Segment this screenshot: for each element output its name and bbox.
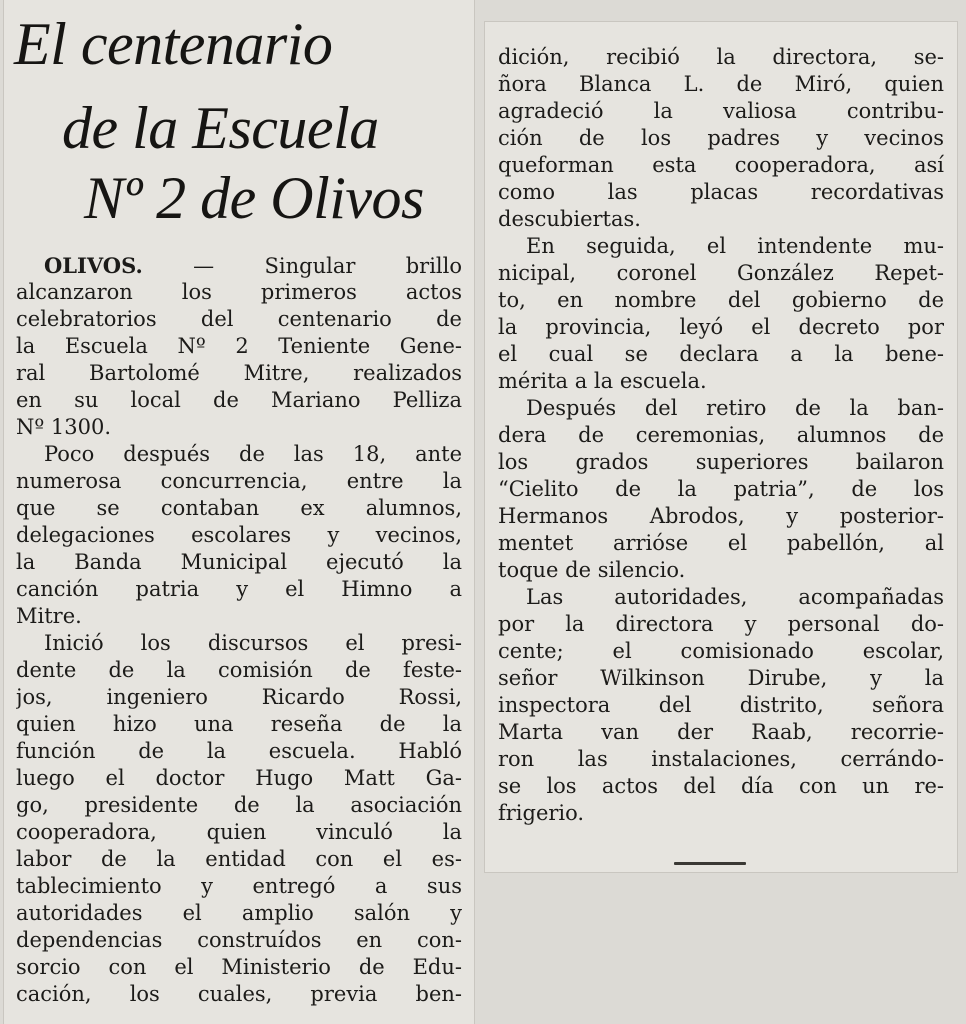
headline-line-1: El centenario [14, 11, 333, 77]
article-line: como las placas recordativas [498, 180, 944, 204]
headline-line-3: Nº 2 de Olivos [84, 165, 424, 231]
article-line: Mitre. [16, 604, 82, 628]
headline-line-2: de la Escuela [62, 95, 379, 161]
article-line: sorcio con el Ministerio de Edu- [16, 955, 462, 979]
article-line: inspectora del distrito, señora [498, 693, 944, 717]
article-line: luego el doctor Hugo Matt Ga- [16, 766, 462, 790]
article-line: Nº 1300. [16, 415, 112, 439]
article-line: OLIVOS. — Singular brillo [44, 253, 462, 278]
end-rule [674, 862, 746, 865]
article-line: queforman esta cooperadora, así [498, 153, 944, 177]
article-line: Marta van der Raab, recorrie- [498, 720, 944, 744]
article-line: Poco después de las 18, ante [44, 442, 462, 466]
article-line: Las autoridades, acompañadas [526, 585, 944, 609]
article-line: celebratorios del centenario de [16, 307, 462, 331]
article-line: mérita a la escuela. [498, 369, 707, 393]
article-line: dependencias construídos en con- [16, 928, 462, 952]
article-line: agradeció la valiosa contribu- [498, 99, 944, 123]
article-line: cooperadora, quien vinculó la [16, 820, 462, 844]
article-line: alcanzaron los primeros actos [16, 280, 462, 304]
article-line: quien hizo una reseña de la [16, 712, 462, 736]
article-line: nicipal, coronel González Repet- [498, 261, 944, 285]
article-line: to, en nombre del gobierno de [498, 288, 944, 312]
article-line: señor Wilkinson Dirube, y la [498, 666, 944, 690]
article-line: tablecimiento y entregó a sus [16, 874, 462, 898]
article-line: ñora Blanca L. de Miró, quien [498, 72, 944, 96]
article-line: los grados superiores bailaron [498, 450, 944, 474]
article-column-right [498, 44, 944, 827]
article-line: la provincia, leyó el decreto por [498, 315, 944, 339]
article-line: jos, ingeniero Ricardo Rossi, [16, 685, 462, 709]
article-line: dición, recibió la directora, se- [498, 45, 944, 69]
article-line: go, presidente de la asociación [16, 793, 462, 817]
article-line: el cual se declara a la bene- [498, 342, 944, 366]
article-line: función de la escuela. Habló [16, 739, 462, 763]
article-line: la Escuela Nº 2 Teniente Gene- [16, 334, 462, 358]
article-line: labor de la entidad con el es- [16, 847, 462, 871]
article-line: numerosa concurrencia, entre la [16, 469, 462, 493]
article-line: frigerio. [498, 801, 585, 825]
article-line: ron las instalaciones, cerrándo- [498, 747, 944, 771]
article-line: autoridades el amplio salón y [16, 901, 462, 925]
article-column-left [16, 252, 462, 1008]
article-line: se los actos del día con un re- [498, 774, 944, 798]
article-line: Hermanos Abrodos, y posterior- [498, 504, 944, 528]
dateline: OLIVOS. [44, 253, 143, 278]
article-line: cente; el comisionado escolar, [498, 639, 944, 663]
article-line: canción patria y el Himno a [16, 577, 462, 601]
article-line: toque de silencio. [498, 558, 686, 582]
article-line: descubiertas. [498, 207, 641, 231]
article-line: dera de ceremonias, alumnos de [498, 423, 944, 447]
article-line: ción de los padres y vecinos [498, 126, 944, 150]
article-line: dente de la comisión de feste- [16, 658, 462, 682]
article-line: Inició los discursos el presi- [44, 631, 462, 655]
article-line: Después del retiro de la ban- [526, 396, 944, 420]
article-line: la Banda Municipal ejecutó la [16, 550, 462, 574]
article-line: En seguida, el intendente mu- [526, 234, 944, 258]
article-line: por la directora y personal do- [498, 612, 944, 636]
article-line: cación, los cuales, previa ben- [16, 982, 462, 1006]
article-line: ral Bartolomé Mitre, realizados [16, 361, 462, 385]
article-line: que se contaban ex alumnos, [16, 496, 462, 520]
article-line: en su local de Mariano Pelliza [16, 388, 462, 412]
article-line: delegaciones escolares y vecinos, [16, 523, 462, 547]
article-line: “Cielito de la patria”, de los [498, 477, 944, 501]
article-line: mentet arrióse el pabellón, al [498, 531, 944, 555]
